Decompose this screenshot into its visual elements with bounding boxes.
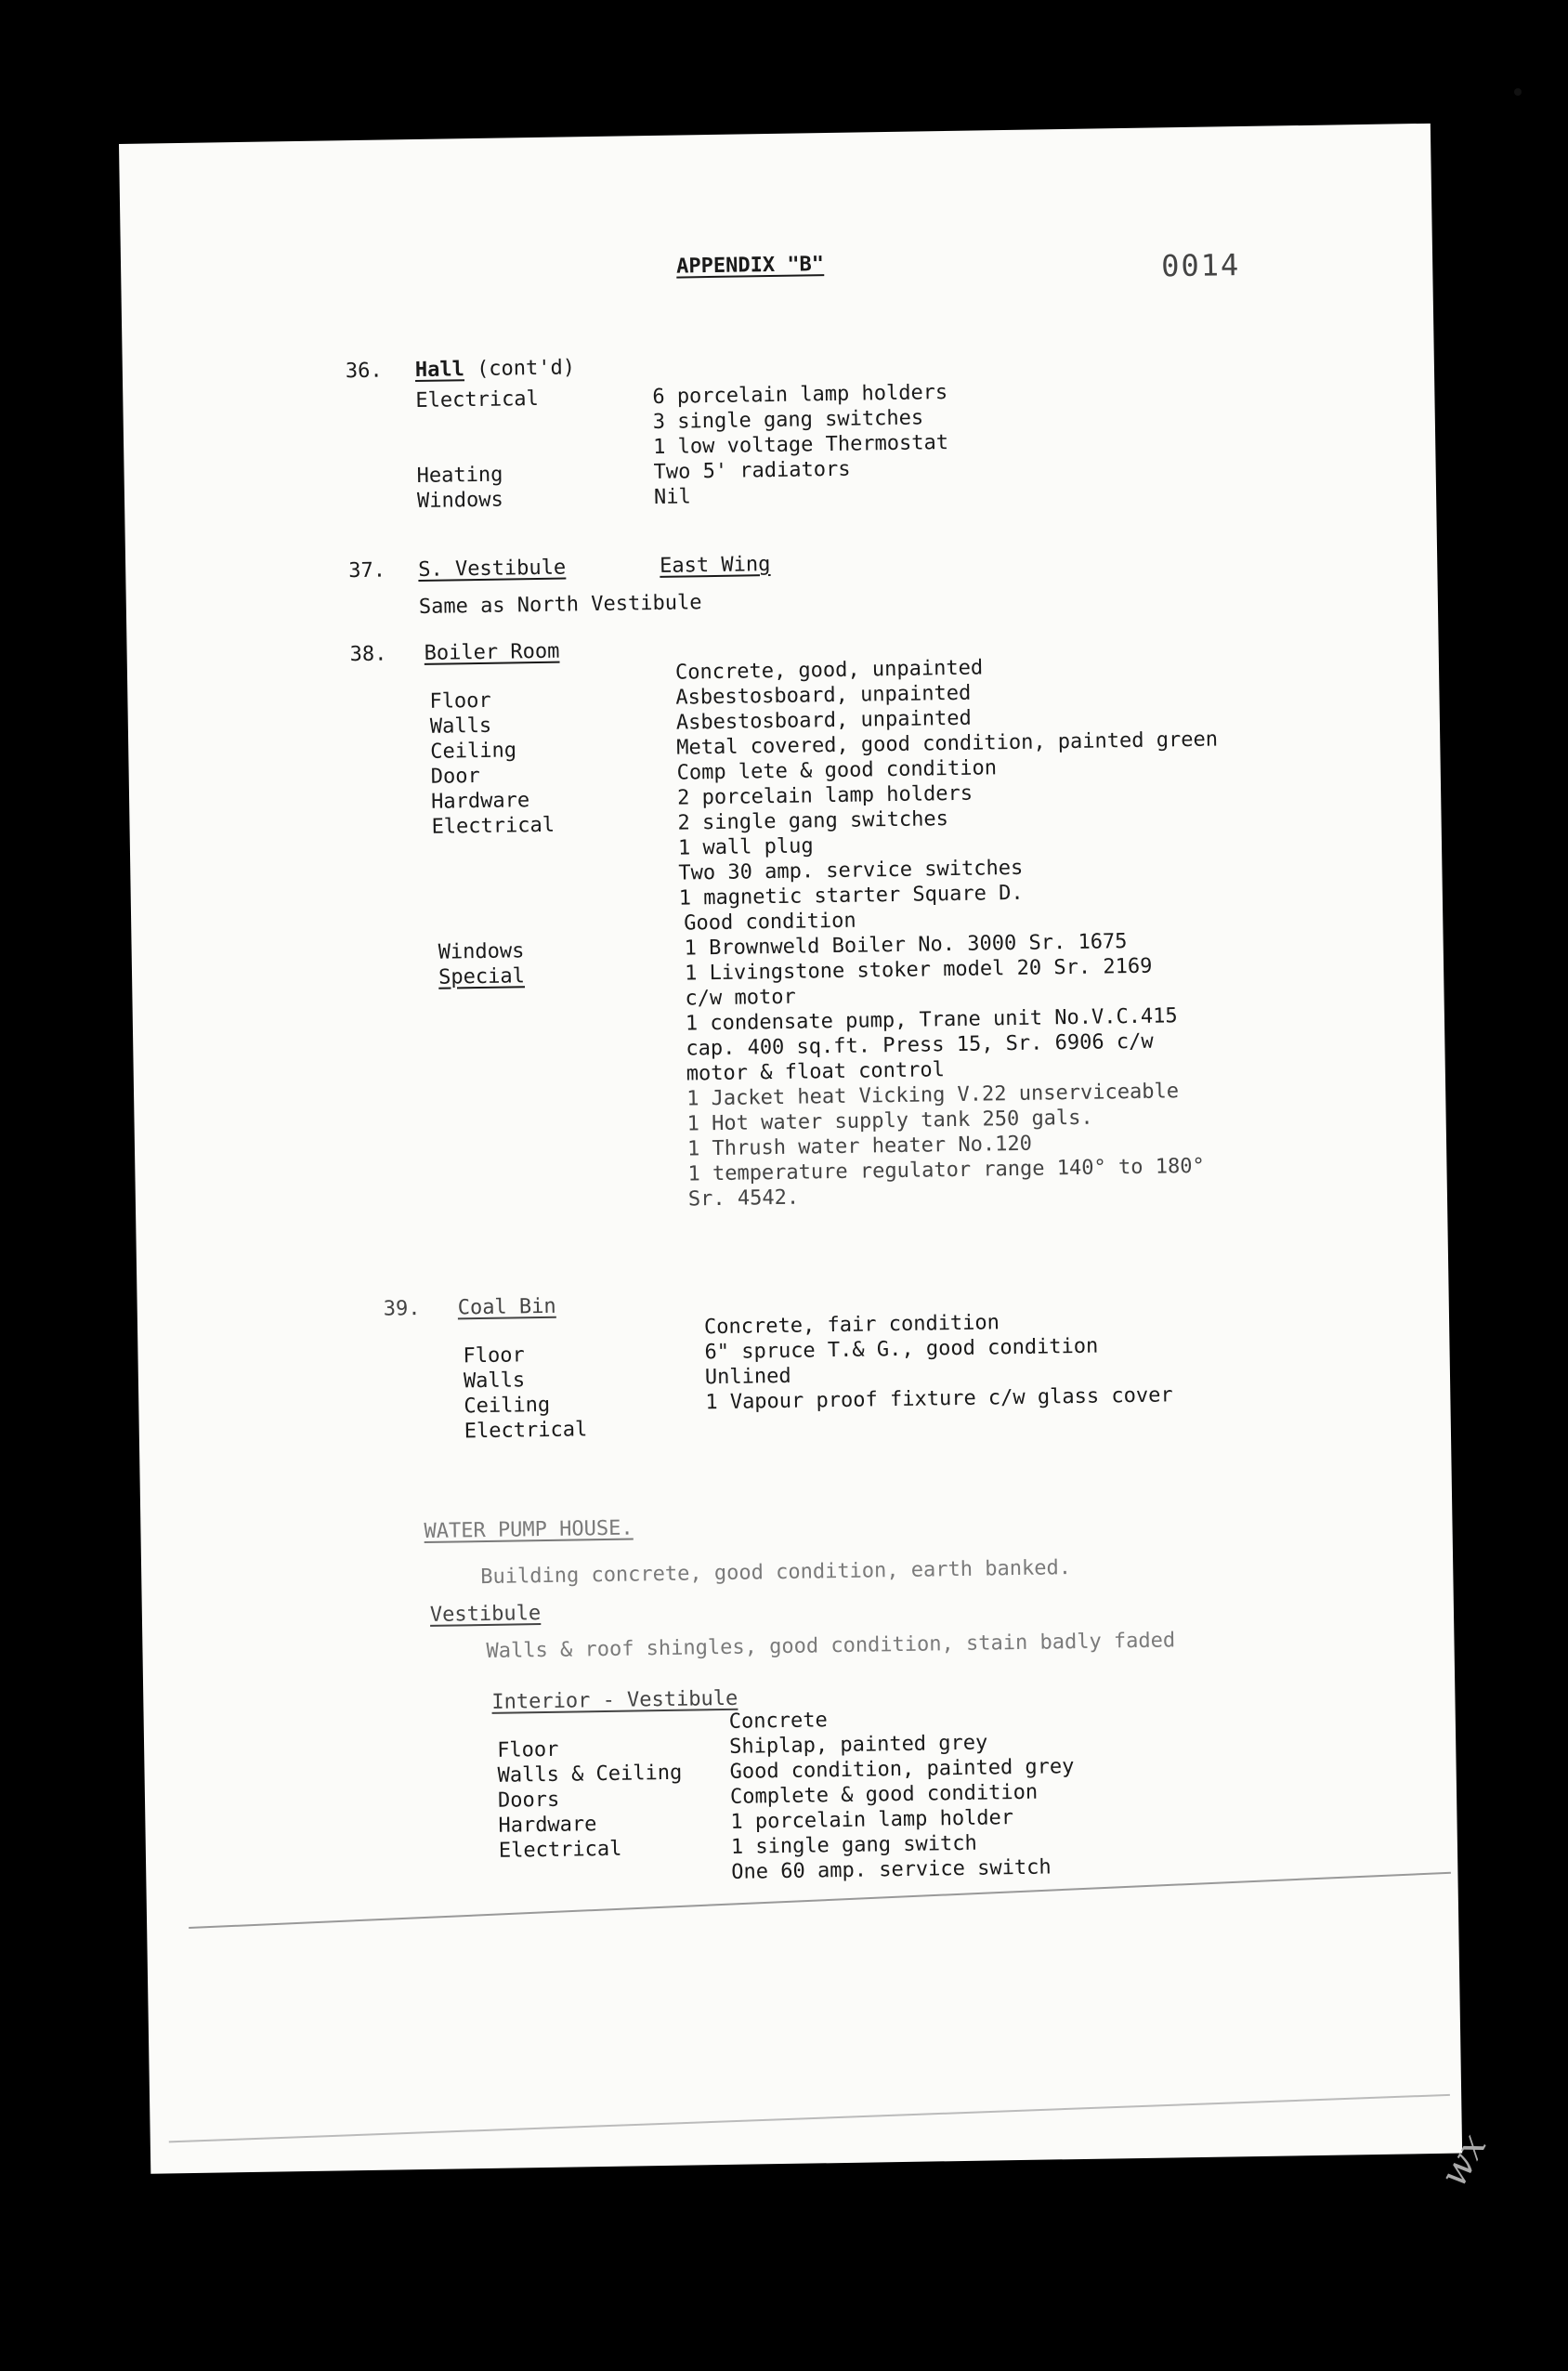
field-label: Electrical: [431, 813, 555, 839]
field-value: Good condition: [684, 909, 856, 936]
interior-labels: [497, 1736, 684, 1864]
vestibule-title: Vestibule: [429, 1602, 542, 1627]
field-value: 2 porcelain lamp holders: [676, 781, 973, 810]
field-value: Asbestosboard, unpainted: [675, 681, 972, 710]
field-label: Electrical: [498, 1837, 622, 1863]
field-value: Unlined: [704, 1364, 791, 1390]
field-value: 1 Livingstone stoker model 20 Sr. 2169: [684, 954, 1153, 986]
field-value: motor & float control: [686, 1058, 946, 1086]
section-36-labels: [415, 386, 541, 514]
field-value: Comp lete & good condition: [676, 756, 998, 785]
field-label: Ceiling: [430, 739, 517, 764]
field-label: Door: [430, 764, 480, 789]
section-36-number: 36.: [345, 359, 383, 384]
field-value: 1 porcelain lamp holder: [730, 1806, 1014, 1834]
section-36-values: [652, 380, 949, 510]
field-value: Metal covered, good condition, painted green: [676, 727, 1219, 760]
section-39-number: 39.: [383, 1297, 421, 1321]
field-value: 6" spruce T.& G., good condition: [704, 1334, 1099, 1365]
field-value: Concrete, good, unpainted: [674, 656, 984, 685]
vestibule-note: Walls & roof shingles, good condition, stain badly faded: [486, 1629, 1176, 1663]
field-label: Floor: [463, 1343, 525, 1369]
field-value: 1 wall plug: [677, 834, 814, 860]
field-label: Heating: [416, 463, 503, 489]
field-value: Two 5' radiators: [653, 457, 851, 485]
field-value: 1 Hot water supply tank 250 gals.: [686, 1106, 1093, 1136]
field-value: Sr. 4542.: [687, 1186, 800, 1212]
section-38-special-values: [684, 903, 1205, 1212]
field-value: 6 porcelain lamp holders: [652, 381, 948, 410]
field-label: Windows: [416, 488, 503, 514]
section-38-title: Boiler Room: [424, 639, 560, 665]
pump-house-title: WATER PUMP HOUSE.: [424, 1516, 634, 1544]
section-39-labels: [463, 1342, 587, 1444]
handwritten-initials: wx: [1431, 2127, 1496, 2194]
section-38-values: [675, 652, 1221, 911]
section-38-labels-2: [438, 938, 525, 989]
section-36-heading: [415, 355, 576, 383]
field-value: 1 low voltage Thermostat: [653, 431, 949, 460]
section-37-title: S. Vestibule: [418, 556, 567, 582]
section-36-title: Hall: [414, 358, 465, 383]
section-37-note: Same as North Vestibule: [418, 591, 702, 619]
field-value: 1 temperature regulator range 140° to 180°: [687, 1154, 1205, 1186]
field-label: Special: [438, 964, 526, 989]
field-value: 1 condensate pump, Trane unit No.V.C.415: [685, 1004, 1178, 1036]
pump-house-building: Building concrete, good condition, earth banked.: [480, 1556, 1072, 1590]
field-value: Two 30 amp. service switches: [678, 856, 1024, 885]
field-value: Complete & good condition: [729, 1780, 1039, 1809]
speck: [1514, 88, 1522, 96]
field-label: Floor: [497, 1737, 559, 1762]
section-36-suffix: (cont'd): [476, 356, 576, 381]
field-label: Walls: [463, 1369, 526, 1394]
field-value: Shiplap, painted grey: [728, 1731, 988, 1759]
interior-values: [729, 1704, 1077, 1885]
field-label: Windows: [438, 939, 525, 964]
field-label: Floor: [429, 688, 491, 714]
document-page: [119, 124, 1496, 2194]
field-label: Ceiling: [464, 1393, 551, 1419]
page-title: APPENDIX "B": [675, 253, 825, 279]
section-38-labels: [429, 688, 555, 840]
field-value: 1 Brownweld Boiler No. 3000 Sr. 1675: [684, 930, 1128, 961]
field-value: c/w motor: [685, 985, 796, 1011]
field-value: cap. 400 sq.ft. Press 15, Sr. 6906 c/w: [686, 1029, 1154, 1061]
field-label: Walls: [429, 714, 492, 739]
field-label: [416, 437, 540, 464]
section-39-values: [704, 1307, 1173, 1415]
field-value: Asbestosboard, unpainted: [675, 706, 972, 735]
field-label: Electrical: [464, 1418, 588, 1444]
field-value: 2 single gang switches: [677, 807, 949, 835]
page-crease: [169, 2094, 1450, 2143]
interior-title: Interior - Vestibule: [491, 1686, 738, 1714]
page-number-stamp: 0014: [1160, 247, 1241, 284]
field-value: 1 Vapour proof fixture c/w glass cover: [705, 1383, 1173, 1415]
section-38-number: 38.: [349, 642, 387, 667]
field-label: Walls & Ceiling: [497, 1761, 683, 1788]
field-value: Concrete: [728, 1709, 828, 1734]
field-label: Hardware: [498, 1813, 597, 1838]
field-label: Hardware: [430, 789, 530, 814]
field-value: One 60 amp. service switch: [731, 1855, 1052, 1884]
field-value: Good condition, painted grey: [729, 1755, 1075, 1784]
field-value: Nil: [653, 485, 691, 509]
section-37-wing: East Wing: [660, 553, 771, 578]
field-value: 1 Thrush water heater No.120: [686, 1132, 1033, 1161]
field-value: 3 single gang switches: [652, 406, 924, 435]
section-37-number: 37.: [348, 558, 386, 583]
field-label: Electrical: [415, 386, 540, 413]
field-value: 1 magnetic starter Square D.: [678, 881, 1024, 910]
field-label: Doors: [497, 1788, 560, 1813]
field-value: 1 Jacket heat Vicking V.22 unserviceable: [686, 1080, 1180, 1111]
field-label: [416, 412, 540, 439]
field-value: 1 single gang switch: [730, 1831, 977, 1859]
field-value: Concrete, fair condition: [703, 1311, 1000, 1340]
section-39-title: Coal Bin: [457, 1294, 556, 1320]
